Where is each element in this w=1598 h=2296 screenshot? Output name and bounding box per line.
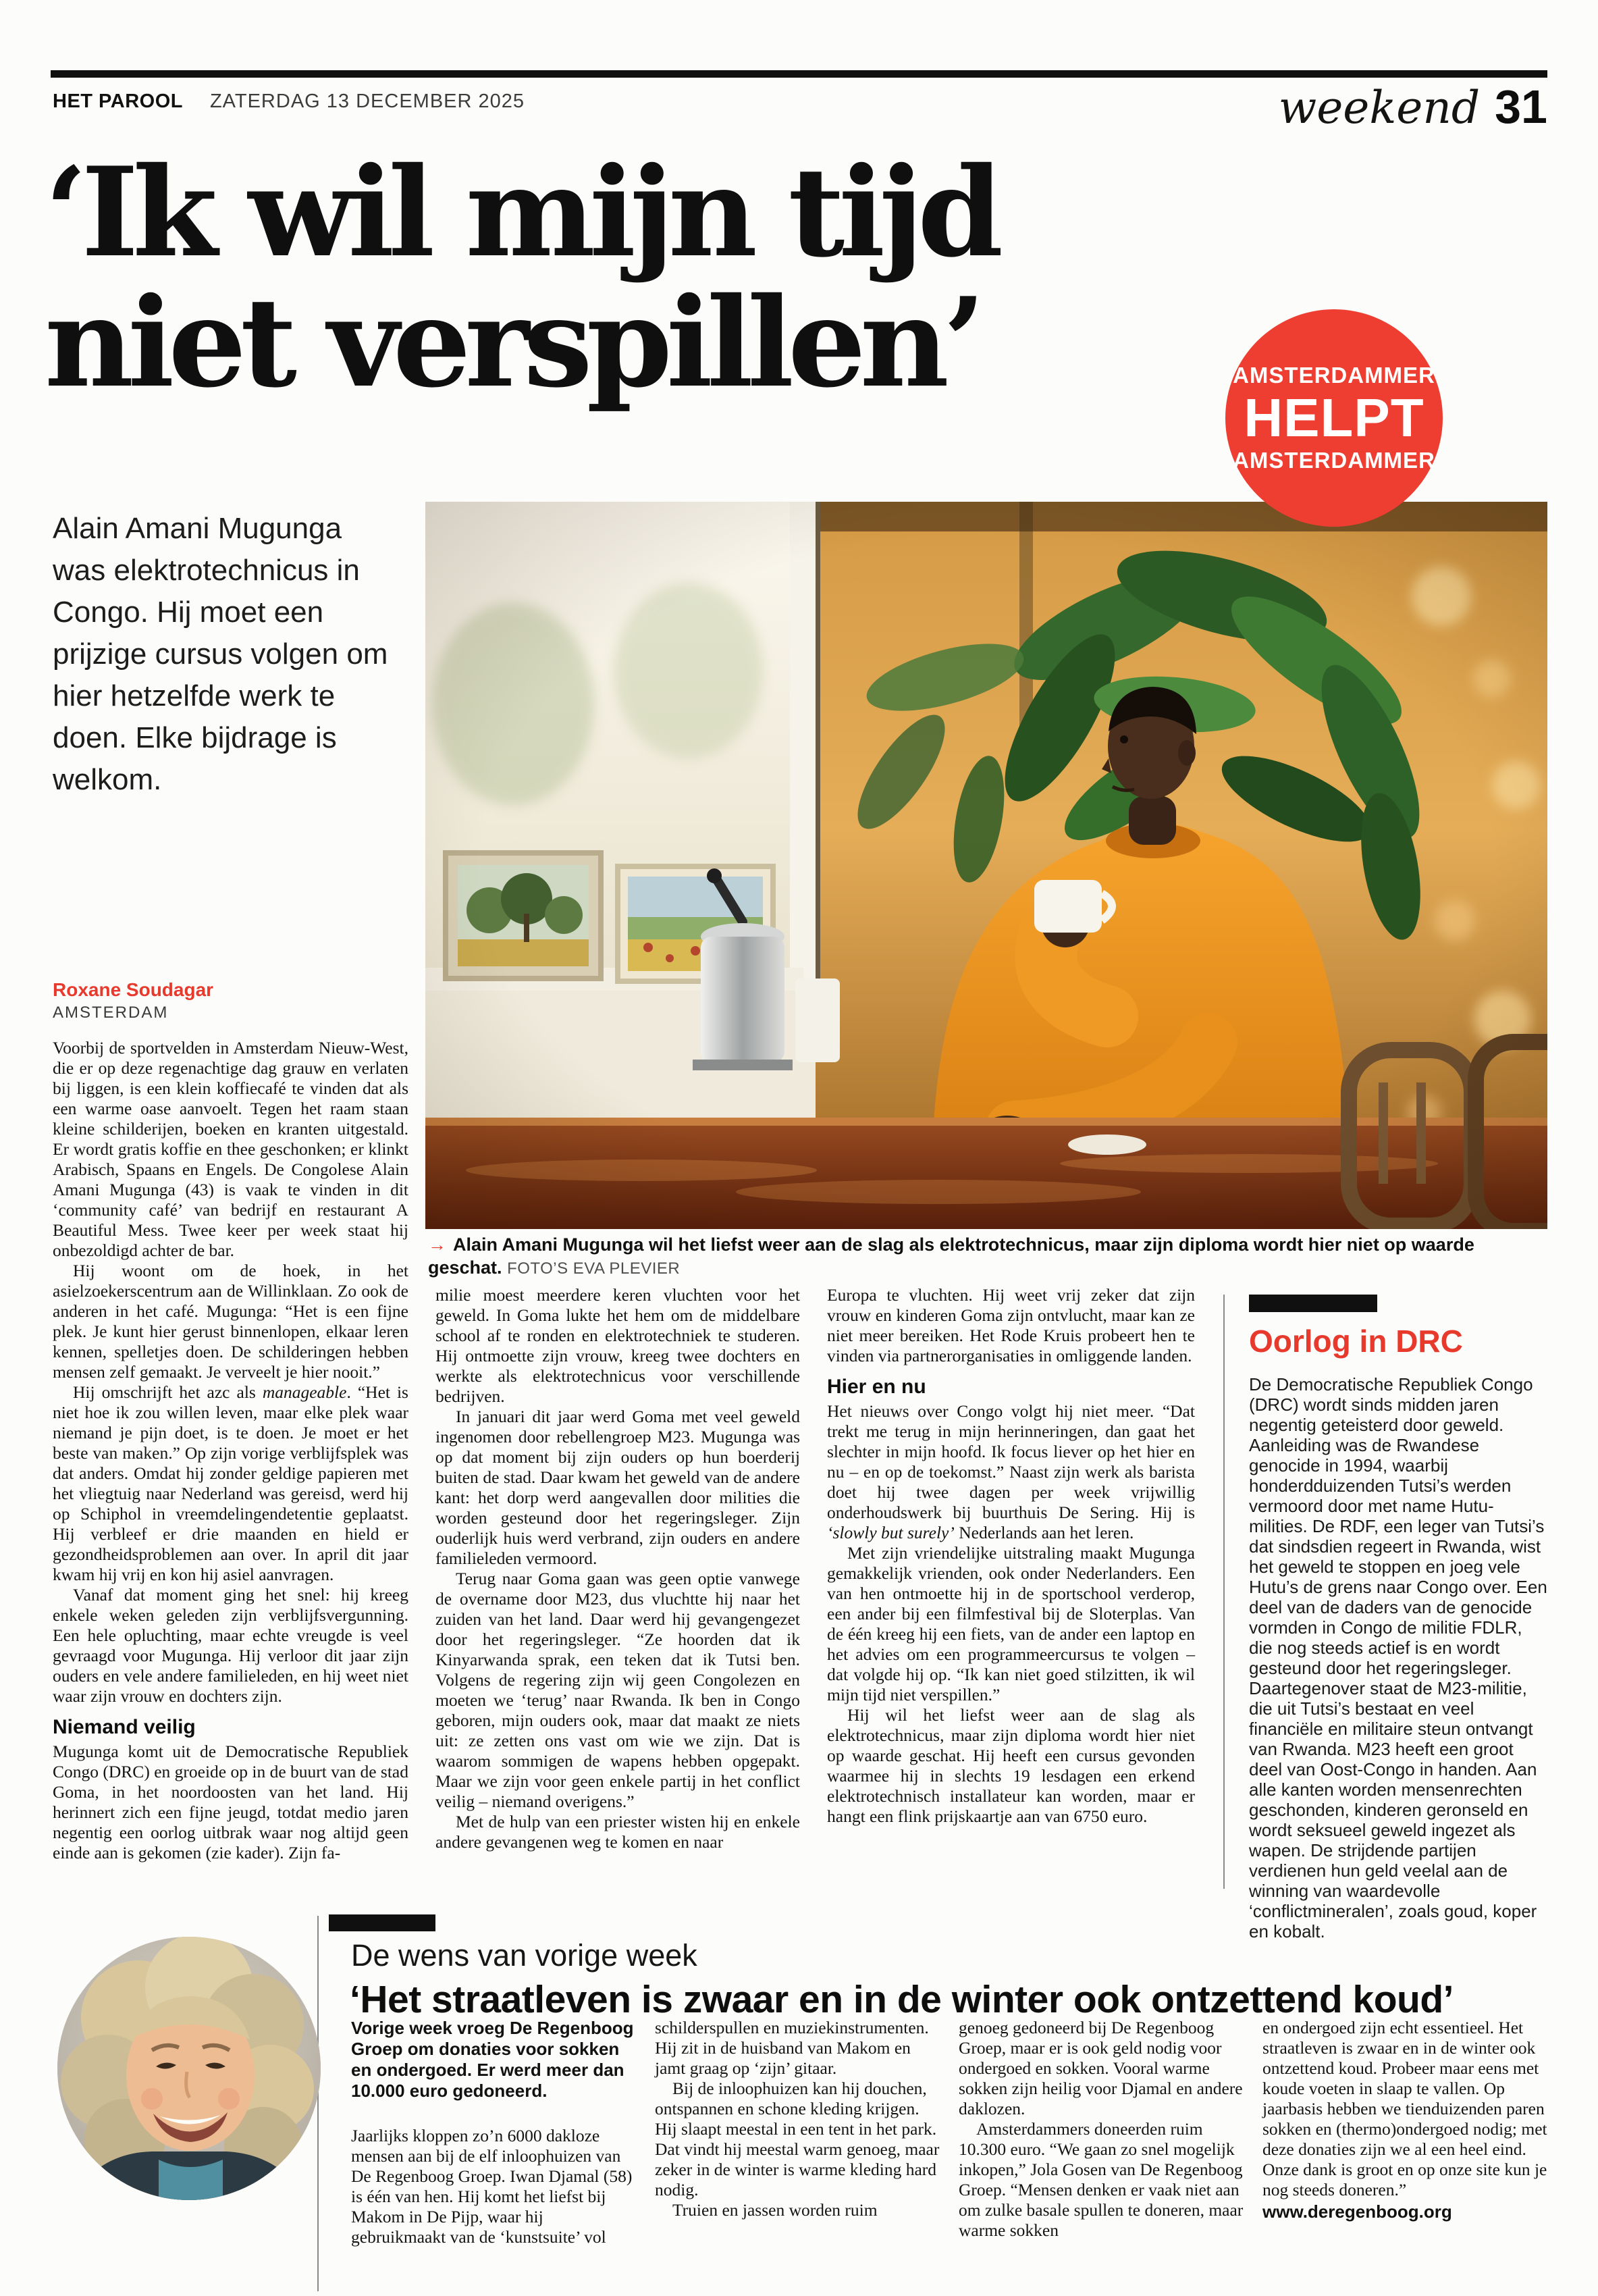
sidebar-title: Oorlog in DRC	[1249, 1324, 1463, 1359]
section-name: weekend	[1278, 82, 1481, 134]
caption-text: Alain Amani Mugunga wil het liefst weer aan de slag als elektrotechnicus, maar zijn diploma wordt hier niet op waarde geschat.	[428, 1234, 1474, 1278]
wish-tab-mark	[329, 1914, 435, 1931]
top-rule	[51, 70, 1547, 78]
paragraph: Hij omschrijft het azc als manageable. “Het is niet hoe ik zou willen leven, maar elke plek waar niemand je pijn doet, is te doen. Je moet er het beste van maken.” Op zijn vorige verblijfsplek was dat anders. Omdat hij zonder geldige papieren met het vliegtuig naar Nederland was gereisd, werd hij op Schiphol in vreemdelingendetentie geplaatst. Hij verbleef er drie maanden en hield er gezondheidsproblemen aan over. In april dit jaar kwam hij vrij en kon hij asiel aanvragen.	[53, 1382, 408, 1584]
wish-intro: Vorige week vroeg De Regenboog Groep om donaties voor sokken en ondergoed. Er werd meer dan 10.000 euro gedoneerd.	[351, 2018, 634, 2101]
article-headline	[45, 140, 1098, 415]
paragraph: Voorbij de sportvelden in Amsterdam Nieuw-West, die er op deze regenachtige dag grauw en verlaten bij liggen, is een klein koffiecafé te vinden dat als een warme oase aanvoelt. Tegen het raam staan kleine schilderijen, boeken en kranten uitgestald. Er wordt gratis koffie en thee geschonken; er klinkt Arabisch, Spaans en Engels. De Congolese Alain Amani Mugunga (43) is vaak te vinden in dit ‘community café’ van bedrijf en restaurant A Beautiful Mess. Twee keer per week staat hij onbezoldigd achter de bar.	[53, 1038, 408, 1260]
wish-column-4	[1262, 2018, 1547, 2222]
byline-city: AMSTERDAM	[53, 1003, 169, 1022]
amsterdammer-helpt-badge	[1225, 309, 1443, 527]
subhead-niemand-veilig: Niemand veilig	[53, 1716, 196, 1738]
caption-arrow-icon: →	[428, 1234, 446, 1255]
body-column-3	[827, 1285, 1195, 1903]
paragraph: Terug naar Goma gaan was geen optie vanwege de overname door M23, dus vluchtte hij naar het zuiden van het land. Daar werd hij gevangengezet door het regeringsleger. “Ze hoorden dat ik Kinyarwanda sprak, een teken dat ik Tutsi ben. Volgens de regering zijn wij geen Congolezen en moeten we ‘terug’ naar Rwanda. Ik ben in Congo geboren, mijn ouders ook, maar dat maakt ze niets uit: ze zetten ons vast om wie we zijn. Dat is waarom sommigen de wapens hebben opgepakt. Maar we zijn voor geen enkele partij in het conflict veilig – niemand overigens.”	[435, 1569, 800, 1811]
paragraph: Jaarlijks kloppen zo’n 6000 dakloze mensen aan bij de elf inloophuizen van De Regenboog Groep. Iwan Djamal (58) is één van hen. Hij komt het liefst bij Makom in De Pijp, waar hij gebruikmaakt van de ‘kunstsuite’ vol	[351, 2126, 633, 2247]
paragraph: Amsterdammers doneerden ruim 10.300 euro. “We gaan zo snel mogelijk inkopen,” Jola Gosen van De Regenboog Groep. “Mensen denken er vaak niet aan om zulke basale spullen te doneren, maar warme sokken	[959, 2119, 1244, 2240]
subhead-hier-en-nu: Hier en nu	[827, 1376, 926, 1398]
article-photo	[425, 502, 1547, 1229]
paragraph: Hij wil het liefst weer aan de slag als elektrotechnicus, maar zijn diploma wordt hier niet op waarde geschat. Hij heeft een cursus gevonden waarmee hij in slechts 19 lesdagen een erkend elektrotechnisch installateur kan worden, maar er hangt een flink prijskaartje aan van 6750 euro.	[827, 1705, 1195, 1826]
paragraph: Bij de inloophuizen kan hij douchen, ontspannen en schone kleding krijgen. Hij slaapt meestal in een tent in het park. Dat vindt hij meestal warm genoeg, maar zeker in de winter is warme kleding hard nodig.	[655, 2079, 940, 2199]
paragraph: schilderspullen en muziekinstrumenten. Hij zit in de huisband van Makom en jamt graag op ‘zijn’ gitaar.	[655, 2018, 929, 2078]
headline-line2: niet verspillen’	[45, 269, 980, 415]
paragraph: Vanaf dat moment ging het snel: hij kreeg enkele weken geleden zijn verblijfsvergunning. Een hele opluchting, maar echte vreugde is veel gevraagd voor Mugunga. Hij verloor dit jaar zijn ouders en vele andere familieleden, en hij weet niet waar zijn vrouw en dochters zijn.	[53, 1585, 408, 1706]
paragraph: genoeg gedoneerd bij De Regenboog Groep, maar er is ook geld nodig voor ondergoed en sokken. Vooral warme sokken zijn heilig voor Djamal en andere daklozen.	[959, 2018, 1243, 2118]
paragraph: Met zijn vriendelijke uitstraling maakt Mugunga gemakkelijk vrienden, ook onder Nederlanders. Een van hen ontmoette hij in de sportschool verderop, een ander bij een filmfestival bij de Sloterplas. Van de één kreeg hij een fiets, van de ander een laptop en het advies om een programmeercursus te volgen – dat volgde hij op. “Ik kan niet goed stilzitten, ik wil mijn tijd niet verspillen.”	[827, 1543, 1195, 1704]
paragraph: en ondergoed zijn echt essentieel. Het straatleven is zwaar en in de winter ook ontzettend koud. Probeer maar eens met koude voeten in slaap te vallen. Op jaarbasis hebben we tienduizenden paren sokken en (thermo)ondergoed nodig; met deze donaties zijn we al een heel eind. Onze dank is groot en op onze site kun je nog steeds doneren.”	[1262, 2018, 1547, 2199]
badge-middle: HELPT	[1244, 388, 1424, 448]
paragraph: Het nieuws over Congo volgt hij niet meer. “Dat trekt me terug in mijn herinneringen, dan gaat het slechter in mijn hoofd. Ik focus liever op het hier en nu – en op de toekomst.” Naast zijn werk als barista doet hij twee dagen per week vrijwillig onderhoudswerk bij buurthuis De Sering. Hij is ‘slowly but surely’ Nederlands aan het leren.	[827, 1401, 1195, 1542]
sidebar-divider	[1223, 1295, 1225, 1889]
wish-headline: ‘Het straatleven is zwaar en in de winter ook ontzettend koud’	[350, 1978, 1454, 2021]
body-column-1	[53, 1038, 408, 1910]
page-number: 31	[1495, 80, 1547, 133]
paragraph: Truien en jassen worden ruim	[672, 2200, 878, 2220]
photo-credit: FOTO’S EVA PLEVIER	[507, 1259, 681, 1278]
standfirst: Alain Amani Mugunga was elektrotechnicus in Congo. Hij moet een prijzige cursus volgen om hier hetzelfde werk te doen. Elke bijdrage is welkom.	[53, 512, 388, 796]
paragraph: In januari dit jaar werd Goma met veel geweld ingenomen door rebellengroep M23. Mugunga was op dat moment bij zijn ouders op hun boerderij buiten de stad. Daar kwam het geweld van de andere kant: het dorp werd aangevallen door milities die worden gesteund door het regeringsleger. Zijn ouderlijk huis werd verbrand, zijn ouders en andere familieleden vermoord.	[435, 1407, 800, 1568]
paragraph: Hij woont om de hoek, in het asielzoekerscentrum aan de Willinklaan. Zo ook de anderen in het café. Mugunga: “Het is een fijne plek. Je kunt hier gerust binnenlopen, elkaar leren kennen, spelletjes doen. De schilderingen hebben mensen zelf gemaakt. Je verveelt je hier nooit.”	[53, 1261, 408, 1382]
masthead-left	[53, 90, 525, 113]
wish-column-3	[959, 2018, 1248, 2241]
paragraph: Europa te vluchten. Hij weet vrij zeker dat zijn vrouw en kinderen Goma zijn ontvlucht, maar kan ze niet meer bereiken. Het Rode Kruis probeert hen te vinden via partnerorganisaties in omliggende landen.	[827, 1285, 1195, 1365]
paper-name: HET PAROOL	[53, 90, 183, 112]
portrait-photo	[57, 1937, 321, 2200]
deregenboog-link[interactable]: www.deregenboog.org	[1262, 2201, 1452, 2222]
badge-bottom: AMSTERDAMMER	[1233, 448, 1435, 473]
paragraph: milie moest meerdere keren vluchten voor het geweld. In Goma lukte het hem om de middelbare school af te ronden en elektrotechniek te studeren. Hij ontmoette zijn vrouw, kreeg twee dochters en werkte als elektrotechnicus voor verschillende bedrijven.	[435, 1285, 800, 1406]
photo-illustration	[425, 502, 1547, 1229]
paragraph: Mugunga komt uit de Democratische Republiek Congo (DRC) en groeide op in de buurt van de stad Goma, in het noordoosten van het land. Hij herinnert zich een fijne jeugd, totdat medio jaren negentig een oorlog uitbrak waar nog altijd geen einde aan is gekomen (zie kader). Zijn fa-	[53, 1742, 408, 1862]
portrait-illustration	[57, 1937, 321, 2200]
sidebar-body: De Democratische Republiek Congo (DRC) wordt sinds midden jaren negentig geteisterd door geweld. Aanleiding was de Rwandese genocide in 1994, waarbij honderdduizenden Tutsi’s werden vermoord door met name Hutu-milities. De RDF, een leger van Tutsi’s dat sindsdien regeert in Rwanda, wist het geweld te stoppen en joeg vele Hutu’s de grens naar Congo over. Een deel van de daders van de genocide vormden in Congo de militie FDLR, die nog steeds actief is en wordt gesteund door het regeringsleger. Daartegenover staat de M23-militie, die uit Tutsi’s bestaat en veel financiële en militaire steun ontvangt van Rwanda. M23 heeft een groot deel van Oost-Congo in handen. Aan alle kanten worden mensenrechten geschonden, kinderen geronseld en wordt seksueel geweld ingezet als wapen. De strijdende partijen verdienen hun geld veelal aan de winning van waardevolle ‘conflictmineralen’, zoals goud, koper en kobalt.	[1249, 1374, 1547, 1941]
paragraph: Met de hulp van een priester wisten hij en enkele andere gevangenen weg te komen en naar	[435, 1812, 800, 1852]
wish-divider	[317, 1916, 319, 2291]
wish-column-1	[351, 2018, 635, 2247]
photo-caption	[428, 1233, 1547, 1280]
sidebar-oorlog-in-drc	[1249, 1295, 1548, 1941]
edition-date: ZATERDAG 13 DECEMBER 2025	[209, 90, 525, 112]
wish-kicker: De wens van vorige week	[351, 1938, 697, 1973]
headline-line1: ‘Ik wil mijn tijd	[45, 140, 998, 284]
byline-author: Roxane Soudagar	[53, 979, 214, 1000]
byline	[53, 979, 213, 1022]
badge-top: AMSTERDAMMER	[1233, 363, 1435, 388]
portrait-face	[126, 1996, 255, 2151]
photo-vignette	[425, 502, 1547, 1229]
masthead-right	[1279, 80, 1547, 134]
wish-column-2	[655, 2018, 940, 2220]
sidebar-tab-mark	[1249, 1295, 1377, 1312]
body-column-2	[435, 1285, 800, 1896]
